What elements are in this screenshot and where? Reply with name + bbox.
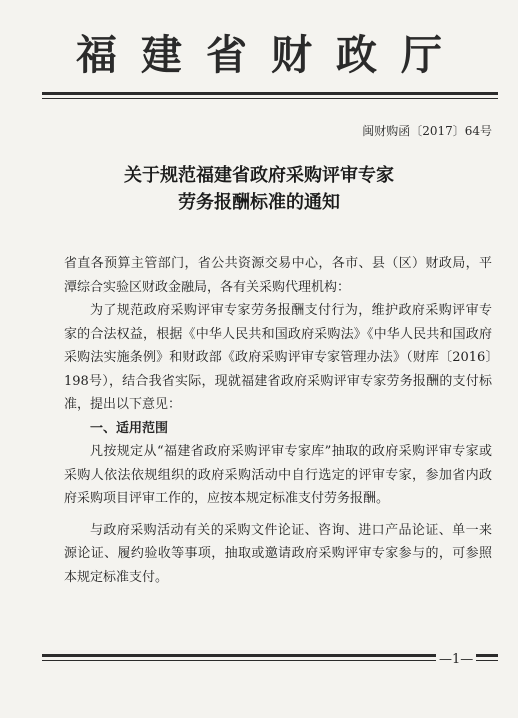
section-paragraph-2: 与政府采购活动有关的采购文件论证、咨询、进口产品论证、单一来源论证、履约验收等事项，抽取或邀请政府采购评审专家参与的，可参照本规定标准支付。 bbox=[64, 522, 492, 585]
section-heading: 一、适用范围 bbox=[90, 420, 169, 436]
intro-paragraph: 为了规范政府采购评审专家劳务报酬支付行为，维护政府采购评审专家的合法权益，根据《中华人民共和国政府采购法》《中华人民共和国政府采购法实施条例》和财政部《政府采购评审专家管理办法》（财库〔2016〕198号），结合我省实际，现就福建省政府采购评审专家劳务报酬的支付标准，提出以下意见： bbox=[64, 303, 492, 412]
document-body bbox=[64, 252, 492, 589]
header-rule-thin bbox=[42, 98, 498, 99]
agency-header: 福建省财政厅 bbox=[76, 31, 466, 79]
header-rule-thick bbox=[42, 92, 498, 95]
footer-rule-thin bbox=[42, 660, 498, 661]
document-title bbox=[0, 162, 518, 216]
footer-rule-thick bbox=[42, 654, 498, 657]
page-number: —1— bbox=[436, 652, 476, 667]
document-title-line-1: 关于规范福建省政府采购评审专家 bbox=[124, 165, 394, 186]
document-number: 闽财购函〔2017〕64号 bbox=[362, 124, 492, 138]
document-title-line-2: 劳务报酬标准的通知 bbox=[178, 192, 340, 213]
section-paragraph-1: 凡按规定从“福建省政府采购评审专家库”抽取的政府采购评审专家或采购人依法依规组织的政府采购活动中自行选定的评审专家，参加省内政府采购项目评审工作的，应按本规定标准支付劳务报酬。 bbox=[64, 444, 492, 506]
salutation: 省直各预算主管部门，省公共资源交易中心，各市、县（区）财政局，平潭综合实验区财政金融局，各有关采购代理机构： bbox=[64, 256, 492, 295]
